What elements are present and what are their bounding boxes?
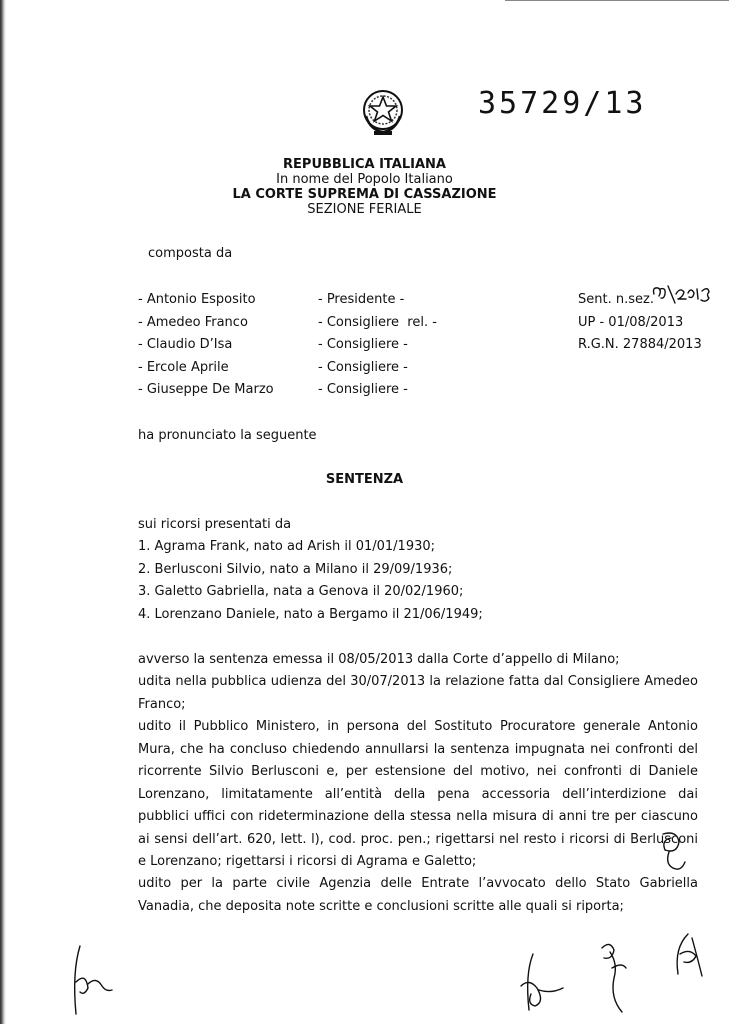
paragraph-udita: udita nella pubblica udienza del 30/07/2013 la relazione fatta dal Consigliere Amedeo Franco; bbox=[138, 674, 698, 712]
paragraph-avverso: avverso la sentenza emessa il 08/05/2013 dalla Corte d’appello di Milano; bbox=[138, 652, 620, 667]
signature-right-2 bbox=[668, 930, 708, 982]
paragraph-pm: udito il Pubblico Ministero, in persona del Sostituto Procuratore generale Antonio Mura, che ha concluso chiedendo annullarsi la sentenza impugnata nei confronti del ricorrente Silvio Berlusconi e, per estensione del motivo, nei confronti di Daniele Lorenzano, limitatamente all’entità della pena accessoria dell’interdizione dai pubblici uffici con rideterminazione della stessa nella misura di anni tre per ciascuno ai sensi dell’art. 620, lett. l), cod. proc. pen.; rigettarsi nel resto i ricorsi di Berlusconi e Lorenzano; rigettarsi i ricorsi di Agrama e Galetto; bbox=[138, 719, 698, 869]
handwritten-sent-number bbox=[650, 284, 716, 306]
judge-name: - Claudio D’Isa bbox=[138, 337, 233, 352]
judge-name: - Ercole Aprile bbox=[138, 360, 229, 375]
signature-center bbox=[515, 950, 567, 1016]
ricorso-item: 4. Lorenzano Daniele, nato a Bergamo il 21/06/1949; bbox=[138, 607, 483, 622]
ricorsi-intro: sui ricorsi presentati da bbox=[138, 517, 292, 532]
document-number: 35729/13 bbox=[478, 86, 647, 121]
judge-role: - Consigliere - bbox=[318, 337, 408, 352]
top-rule bbox=[505, 0, 729, 1]
signature-right-1 bbox=[592, 938, 632, 1016]
judge-name: - Amedeo Franco bbox=[138, 315, 248, 330]
ricorso-item: 1. Agrama Frank, nato ad Arish il 01/01/1930; bbox=[138, 539, 436, 554]
binding-edge bbox=[0, 0, 6, 1024]
header-court: LA CORTE SUPREMA DI CASSAZIONE bbox=[232, 187, 497, 202]
paragraph-parte-civile: udito per la parte civile Agenzia delle Entrate l’avvocato dello Stato Gabriella Vanadia, che deposita note scritte e conclusioni scritte alle quali si riporta; bbox=[138, 876, 698, 914]
header-popolo: In nome del Popolo Italiano bbox=[276, 172, 453, 187]
pronounced-text: ha pronunciato la seguente bbox=[138, 428, 317, 443]
margin-initial bbox=[655, 828, 689, 878]
emblem-icon bbox=[360, 86, 406, 138]
judge-role: - Consigliere - bbox=[318, 382, 408, 397]
sentenza-title: SENTENZA bbox=[325, 472, 404, 487]
ricorso-item: 3. Galetto Gabriella, nata a Genova il 20/02/1960; bbox=[138, 584, 464, 599]
header-section: SEZIONE FERIALE bbox=[307, 202, 422, 217]
up-date: UP - 01/08/2013 bbox=[578, 315, 684, 330]
ricorso-item: 2. Berlusconi Silvio, nato a Milano il 29/09/1936; bbox=[138, 562, 453, 577]
signature-left bbox=[66, 942, 116, 1018]
composta-da: composta da bbox=[148, 246, 233, 261]
judge-role: - Consigliere rel. - bbox=[318, 315, 437, 330]
rgn-number: R.G.N. 27884/2013 bbox=[578, 337, 702, 352]
sent-label: Sent. n.sez. bbox=[578, 292, 654, 307]
judge-role: - Presidente - bbox=[318, 292, 405, 307]
header-republic: REPUBBLICA ITALIANA bbox=[283, 157, 446, 172]
judge-name: - Giuseppe De Marzo bbox=[138, 382, 274, 397]
judge-name: - Antonio Esposito bbox=[138, 292, 256, 307]
judge-role: - Consigliere - bbox=[318, 360, 408, 375]
